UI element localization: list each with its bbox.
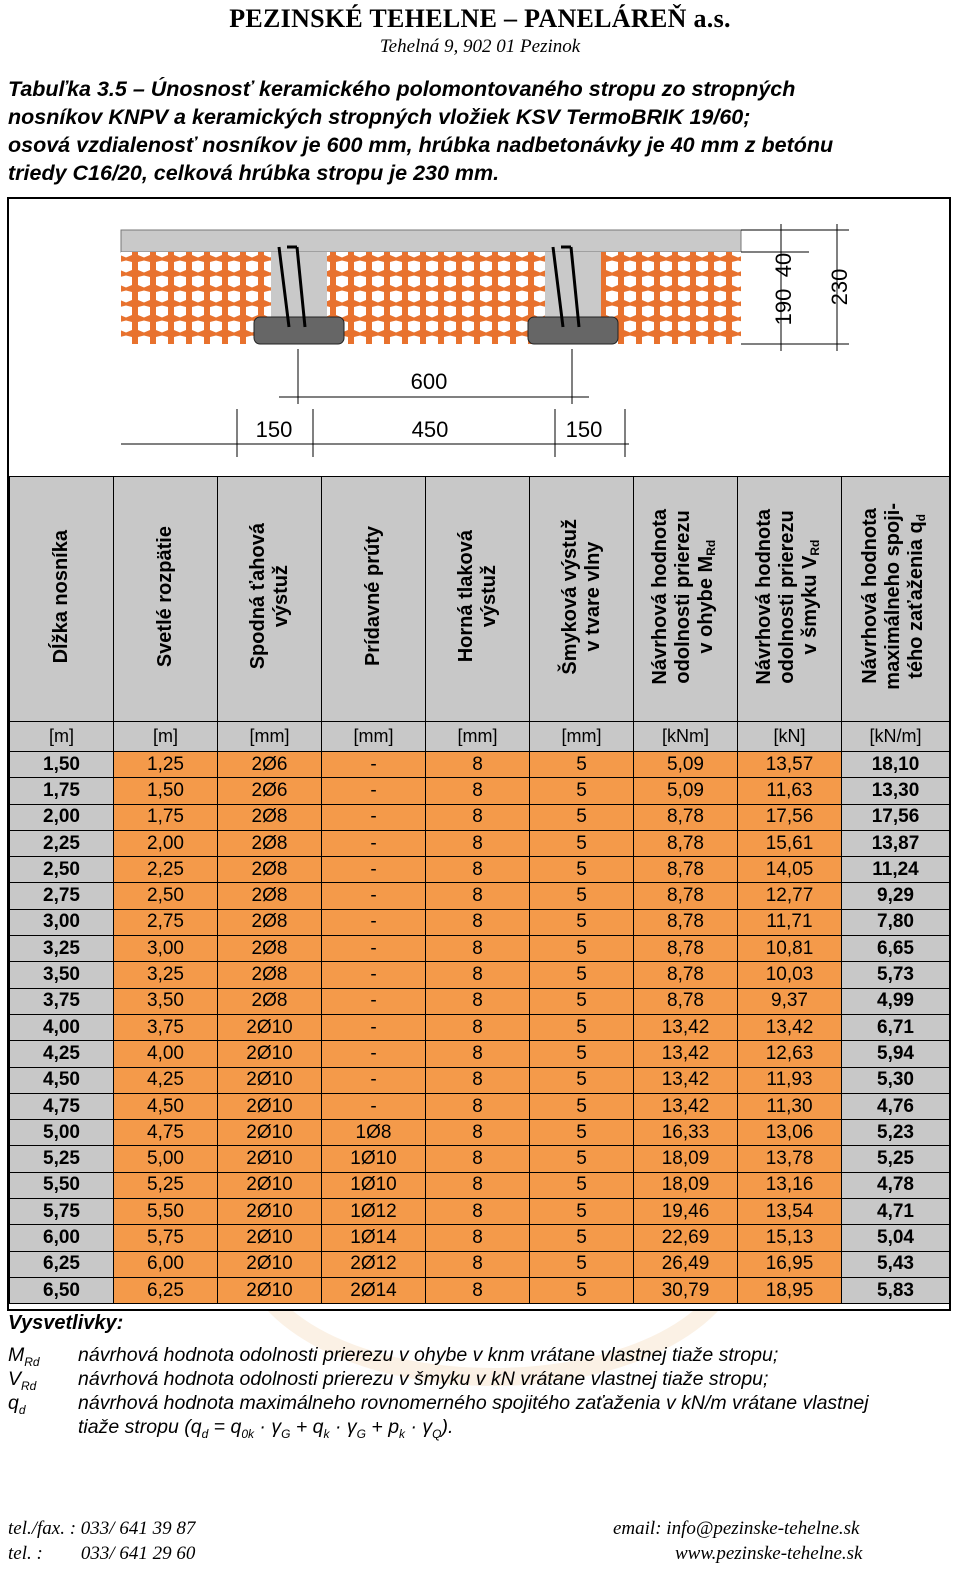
table-cell: 8 [426,1146,530,1172]
footer-email[interactable]: email: info@pezinske-tehelne.sk [613,1518,860,1539]
table-cell: 4,25 [114,1067,218,1093]
table-cell: - [322,804,426,830]
table-cell: 17,56 [738,804,842,830]
table-cell: 11,93 [738,1067,842,1093]
table-cell: 18,09 [634,1146,738,1172]
table-cell: 8 [426,883,530,909]
unit-cell: [mm] [218,722,322,752]
table-cell: 13,87 [842,830,950,856]
table-cell: - [322,830,426,856]
table-cell: 5 [530,804,634,830]
table-row [10,1146,950,1172]
table-row [10,1014,950,1040]
table-cell: 2Ø12 [322,1251,426,1277]
table-cell: 4,75 [10,1093,114,1119]
footer-website[interactable]: www.pezinske-tehelne.sk [675,1543,863,1564]
table-cell: 4,25 [10,1041,114,1067]
table-cell: 5 [530,988,634,1014]
table-cell: 11,30 [738,1093,842,1119]
table-cell: 5 [530,752,634,778]
table-cell: 5,43 [842,1251,950,1277]
table-cell: 8 [426,1172,530,1198]
table-cell: 1,50 [114,778,218,804]
table-cell: - [322,988,426,1014]
table-cell: 5,73 [842,962,950,988]
table-cell: 2,25 [10,830,114,856]
legend-text: návrhová hodnota maximálneho rovnomerného spojitého zaťaženia v kN/m vrátane vlastnej [78,1392,869,1414]
table-cell: 2Ø10 [218,1277,322,1303]
table-cell: - [322,1041,426,1067]
table-cell: 16,95 [738,1251,842,1277]
legend-item-m [8,1343,953,1367]
table-cell: 6,71 [842,1014,950,1040]
table-cell: 30,79 [634,1277,738,1303]
table-cell: 3,50 [10,962,114,988]
table-cell: 2,50 [114,883,218,909]
table-cell: 2,75 [10,883,114,909]
beam-foot [528,317,618,344]
table-cell: 8 [426,752,530,778]
table-cell: 8 [426,804,530,830]
table-cell: 5 [530,1093,634,1119]
table-cell: 2Ø6 [218,778,322,804]
table-cell: - [322,962,426,988]
table-cell: 1Ø10 [322,1172,426,1198]
table-cell: 6,00 [10,1225,114,1251]
table-cell: - [322,909,426,935]
table-cell: 5,00 [114,1146,218,1172]
dim-190: 190 [771,288,796,326]
floor-section-diagram [9,199,949,477]
table-cell: 2Ø10 [218,1067,322,1093]
table-cell: 3,75 [114,1014,218,1040]
column-header-bending-resistance: Návrhová hodnota odolnosti prierezu v ohybe $M_{Rd}$ [634,477,738,722]
table-row [10,1067,950,1093]
table-cell: 4,00 [10,1014,114,1040]
table-cell: 2Ø14 [322,1277,426,1303]
table-cell: 5,09 [634,778,738,804]
table-cell: 2Ø10 [218,1172,322,1198]
table-cell: 5 [530,1041,634,1067]
table-cell: 5 [530,1120,634,1146]
table-cell: 4,76 [842,1093,950,1119]
table-cell: - [322,778,426,804]
table-cell: 5 [530,962,634,988]
table-cell: 13,42 [634,1041,738,1067]
table-cell: 26,49 [634,1251,738,1277]
table-cell: 10,81 [738,936,842,962]
column-header-additional-bars: Prídavné prúty [322,477,426,722]
table-cell: 4,50 [114,1093,218,1119]
concrete-topping [121,230,741,252]
table-cell: 18,10 [842,752,950,778]
table-cell: 5 [530,778,634,804]
legend-symbol: $q_d$ [8,1392,26,1417]
table-cell: 18,09 [634,1172,738,1198]
table-cell: 8,78 [634,804,738,830]
table-row [10,1120,950,1146]
dim-left: 150 [255,417,293,442]
table-cell: 5,83 [842,1277,950,1303]
table-row [10,1172,950,1198]
table-cell: 5,75 [114,1225,218,1251]
table-cell: 2Ø8 [218,936,322,962]
table-cell: 12,63 [738,1041,842,1067]
table-cell: 8 [426,1199,530,1225]
table-cell: 8,78 [634,830,738,856]
table-cell: 2Ø10 [218,1251,322,1277]
footer-tel: tel. : 033/ 641 29 60 [8,1543,196,1564]
table-cell: 13,30 [842,778,950,804]
table-cell: 5,25 [10,1146,114,1172]
table-cell: 2Ø8 [218,883,322,909]
table-cell: 5 [530,1251,634,1277]
table-cell: - [322,883,426,909]
table-cell: 11,71 [738,909,842,935]
table-cell: 1Ø12 [322,1199,426,1225]
table-cell: 4,00 [114,1041,218,1067]
table-cell: 2Ø8 [218,909,322,935]
table-cell: 8,78 [634,883,738,909]
table-cell: 8 [426,1093,530,1119]
table-cell: 5,50 [10,1172,114,1198]
table-cell: 9,37 [738,988,842,1014]
table-cell: 4,71 [842,1199,950,1225]
legend-text: návrhová hodnota odolnosti prierezu v šmyku v kN vrátane vlastnej tiaže stropu; [78,1368,769,1390]
column-header-shear-resistance: Návrhová hodnota odolnosti prierezu v šmyku $V_{Rd}$ [738,477,842,722]
table-cell: 12,77 [738,883,842,909]
table-cell: 15,61 [738,830,842,856]
table-cell: 8,78 [634,857,738,883]
table-cell: 2,50 [10,857,114,883]
column-header-shear-reinforcement: Šmyková výstuž v tvare vlny [530,477,634,722]
caption-line: triedy C16/20, celková hrúbka stropu je 230 mm. [8,161,500,185]
table-cell: 8,78 [634,936,738,962]
legend-formula: tiaže stropu $(q_d = q_{0k} \cdot \gamma_G + q_k \cdot \gamma_G + p_k \cdot \gamma_Q)$. [78,1416,454,1441]
table-cell: 14,05 [738,857,842,883]
table-cell: 3,50 [114,988,218,1014]
table-cell: 8 [426,1120,530,1146]
ceramic-block [121,252,271,344]
table-cell: 2,25 [114,857,218,883]
table-cell: 10,03 [738,962,842,988]
table-cell: 3,75 [10,988,114,1014]
table-cell: 7,80 [842,909,950,935]
table-row [10,1225,950,1251]
table-cell: 3,25 [10,936,114,962]
table-cell: 6,50 [10,1277,114,1303]
table-cell: 6,25 [114,1277,218,1303]
table-cell: - [322,857,426,883]
table-cell: 2Ø10 [218,1146,322,1172]
dim-right: 150 [565,417,603,442]
table-cell: 2Ø8 [218,988,322,1014]
table-cell: 5,04 [842,1225,950,1251]
table-cell: 16,33 [634,1120,738,1146]
table-cell: 2Ø8 [218,830,322,856]
table-row [10,988,950,1014]
table-cell: 5 [530,1199,634,1225]
unit-cell: [mm] [426,722,530,752]
table-cell: 2Ø10 [218,1093,322,1119]
table-cell: 22,69 [634,1225,738,1251]
table-cell: 2Ø8 [218,962,322,988]
unit-cell: [mm] [530,722,634,752]
ceramic-block [601,252,741,344]
table-cell: - [322,752,426,778]
legend-symbol: $V_{Rd}$ [8,1368,37,1393]
column-header-beam-length: Dĺžka nosníka [10,477,114,722]
table-cell: 2Ø8 [218,857,322,883]
legend-item-q [8,1391,953,1446]
table-cell: 18,95 [738,1277,842,1303]
table-cell: 8 [426,1067,530,1093]
table-cell: 5 [530,1014,634,1040]
unit-cell: [kN/m] [842,722,950,752]
table-cell: 1Ø14 [322,1225,426,1251]
table-header-row [10,477,950,722]
table-cell: 5,50 [114,1199,218,1225]
table-cell: 5 [530,883,634,909]
dim-230: 230 [827,268,852,306]
table-row [10,909,950,935]
table-cell: 8 [426,1251,530,1277]
table-cell: 1,75 [10,778,114,804]
table-cell: 5,23 [842,1120,950,1146]
table-cell: 9,29 [842,883,950,909]
table-cell: 8 [426,1277,530,1303]
table-row [10,1093,950,1119]
table-cell: 8 [426,936,530,962]
table-cell: 2Ø10 [218,1120,322,1146]
table-cell: 2Ø10 [218,1041,322,1067]
table-row [10,830,950,856]
table-cell: 2Ø10 [218,1199,322,1225]
units-row [10,722,950,752]
legend-item-v [8,1367,953,1391]
column-header-top-reinforcement: Horná tlaková výstuž [426,477,530,722]
company-address: Tehelná 9, 902 01 Pezinok [379,36,581,57]
table-cell: 2Ø10 [218,1014,322,1040]
table-cell: 2Ø6 [218,752,322,778]
table-cell: 13,16 [738,1172,842,1198]
table-cell: 8 [426,778,530,804]
table-cell: 2Ø8 [218,804,322,830]
caption-line: nosníkov KNPV a keramických stropných vložiek KSV TermoBRIK 19/60; [8,105,751,129]
dim-axis-spacing: 600 [410,369,448,394]
footer-telfax: tel./fax. : 033/ 641 39 87 [8,1518,196,1539]
table-cell: 1,25 [114,752,218,778]
caption-line: osová vzdialenosť nosníkov je 600 mm, hrúbka nadbetonávky je 40 mm z betónu [8,133,834,157]
table-cell: 13,06 [738,1120,842,1146]
table-cell: 6,00 [114,1251,218,1277]
dim-40: 40 [771,252,796,278]
table-cell: 13,54 [738,1199,842,1225]
table-cell: 6,65 [842,936,950,962]
table-cell: 1,50 [10,752,114,778]
table-cell: 2,75 [114,909,218,935]
table-cell: 13,57 [738,752,842,778]
table-cell: 19,46 [634,1199,738,1225]
table-cell: 5 [530,1172,634,1198]
table-row [10,1199,950,1225]
table-cell: 4,50 [10,1067,114,1093]
table-row [10,936,950,962]
table-cell: 4,78 [842,1172,950,1198]
beam-foot [254,317,344,344]
table-cell: 8,78 [634,909,738,935]
table-cell: 2,00 [10,804,114,830]
table-cell: 5,30 [842,1067,950,1093]
table-row [10,857,950,883]
table-cell: 5,25 [114,1172,218,1198]
table-cell: 11,63 [738,778,842,804]
table-cell: 4,75 [114,1120,218,1146]
table-cell: 1Ø10 [322,1146,426,1172]
unit-cell: [m] [10,722,114,752]
legend-symbol: $M_{Rd}$ [8,1344,40,1369]
table-cell: 5 [530,857,634,883]
table-frame [7,197,951,1311]
table-cell: 5,09 [634,752,738,778]
table-cell: 8 [426,1225,530,1251]
table-caption [8,75,953,187]
table-cell: 5 [530,1146,634,1172]
table-cell: 17,56 [842,804,950,830]
ceramic-block [327,252,545,344]
table-cell: 13,78 [738,1146,842,1172]
table-cell: 5 [530,1067,634,1093]
table-row [10,804,950,830]
table-cell: 4,99 [842,988,950,1014]
table-cell: 11,24 [842,857,950,883]
table-cell: 3,25 [114,962,218,988]
table-cell: 5 [530,830,634,856]
table-cell: 8 [426,1041,530,1067]
column-header-bottom-reinforcement: Spodná ťahová výstuž [218,477,322,722]
table-cell: 1,75 [114,804,218,830]
table-row [10,962,950,988]
legend-text: návrhová hodnota odolnosti prierezu v ohybe v knm vrátane vlastnej tiaže stropu; [78,1344,779,1366]
table-cell: 8,78 [634,962,738,988]
table-row [10,1277,950,1303]
table-cell: 1Ø8 [322,1120,426,1146]
table-cell: 3,00 [114,936,218,962]
table-cell: - [322,1067,426,1093]
table-cell: 5,25 [842,1146,950,1172]
table-row [10,883,950,909]
table-cell: 5,75 [10,1199,114,1225]
table-cell: 8 [426,830,530,856]
table-cell: 2Ø10 [218,1225,322,1251]
table-cell: 2,00 [114,830,218,856]
column-header-clear-span: Svetlé rozpätie [114,477,218,722]
table-cell: 5,00 [10,1120,114,1146]
table-cell: 8,78 [634,988,738,1014]
table-cell: - [322,1093,426,1119]
table-cell: - [322,1014,426,1040]
caption-line: Tabuľka 3.5 – Únosnosť keramického polomontovaného stropu zo stropných [8,77,796,101]
table-cell: 15,13 [738,1225,842,1251]
table-cell: 13,42 [634,1093,738,1119]
table-cell: 8 [426,1014,530,1040]
table-body [10,752,950,1304]
load-capacity-table [9,476,950,1304]
unit-cell: [kNm] [634,722,738,752]
table-cell: 5 [530,1277,634,1303]
unit-cell: [m] [114,722,218,752]
table-row [10,752,950,778]
unit-cell: [kN] [738,722,842,752]
legend [8,1343,953,1446]
table-cell: 13,42 [634,1014,738,1040]
dim-middle: 450 [411,417,449,442]
table-row [10,1041,950,1067]
table-cell: 13,42 [634,1067,738,1093]
table-cell: 5 [530,909,634,935]
legend-title: Vysvetlivky: [8,1312,124,1334]
table-cell: 13,42 [738,1014,842,1040]
unit-cell: [mm] [322,722,426,752]
table-cell: 5 [530,1225,634,1251]
table-cell: 6,25 [10,1251,114,1277]
table-cell: - [322,936,426,962]
company-name: PEZINSKÉ TEHELNE – PANELÁREŇ a.s. [229,4,731,33]
table-cell: 5,94 [842,1041,950,1067]
table-cell: 8 [426,962,530,988]
table-cell: 8 [426,988,530,1014]
table-row [10,1251,950,1277]
table-row [10,778,950,804]
column-header-max-load: Návrhová hodnota maximálneho spoji- tého zaťaženia $q_d$ [842,477,950,722]
table-cell: 8 [426,909,530,935]
table-cell: 3,00 [10,909,114,935]
table-cell: 5 [530,936,634,962]
table-cell: 8 [426,857,530,883]
